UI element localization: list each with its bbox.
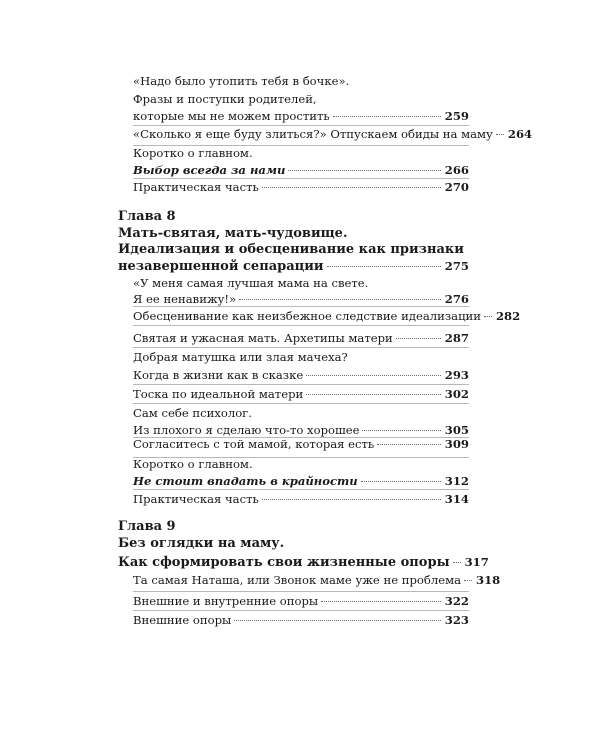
- dot-leader: [333, 116, 441, 117]
- page-number: 259: [444, 109, 469, 123]
- dot-leader: [464, 580, 472, 581]
- toc-entry[interactable]: Внешние опоры 323: [133, 610, 469, 630]
- dot-leader: [239, 299, 441, 300]
- dot-leader: [396, 338, 441, 339]
- dot-leader: [234, 620, 441, 621]
- toc-entry-line: Коротко о главном.: [133, 457, 253, 471]
- page-number: 276: [444, 292, 469, 306]
- toc-entry[interactable]: Практическая часть 314: [133, 489, 469, 509]
- page-number: 318: [476, 573, 501, 587]
- dot-leader: [453, 562, 461, 563]
- toc-entry[interactable]: Та самая Наташа, или Звонок маме уже не проблема 318: [133, 570, 469, 590]
- page-number: 270: [444, 180, 469, 194]
- page-number: 266: [444, 163, 469, 177]
- page-number: 302: [444, 387, 469, 401]
- chapter-label: Глава 9: [118, 519, 176, 534]
- toc-entry[interactable]: Тоска по идеальной матери 302: [133, 384, 469, 404]
- chapter-title-line: Мать-святая, мать-чудовище.: [118, 226, 348, 241]
- toc-entry[interactable]: Практическая часть 270: [133, 177, 469, 197]
- page-number: 293: [444, 368, 469, 382]
- toc-entry-line: Сам себе психолог.: [133, 406, 252, 420]
- toc-entry[interactable]: которые мы не можем простить 259: [133, 106, 469, 126]
- dot-leader: [362, 430, 440, 431]
- dot-leader: [361, 481, 441, 482]
- toc-entry-line: «Надо было утопить тебя в бочке».: [133, 74, 350, 88]
- toc-entry[interactable]: Я ее ненавижу!» 276: [133, 289, 469, 309]
- page-number: 312: [444, 474, 469, 488]
- toc-entry[interactable]: Святая и ужасная мать. Архетипы матери 287: [133, 328, 469, 348]
- divider: [133, 325, 469, 326]
- chapter-label: Глава 8: [118, 209, 176, 224]
- page-number: 264: [507, 127, 533, 141]
- toc-entry[interactable]: Внешние и внутренние опоры 322: [133, 591, 469, 611]
- toc-entry-line: Фразы и поступки родителей,: [133, 92, 317, 106]
- page-number: 323: [444, 613, 469, 627]
- page-number: 317: [464, 555, 489, 569]
- chapter-title-line: Без оглядки на маму.: [118, 536, 285, 551]
- dot-leader: [306, 394, 441, 395]
- dot-leader: [377, 444, 441, 445]
- dot-leader: [496, 134, 504, 135]
- chapter-title-line: Идеализация и обесценивание как признаки: [118, 242, 464, 257]
- dot-leader: [306, 375, 441, 376]
- toc-entry[interactable]: Из плохого я сделаю что-то хорошее 305: [133, 420, 469, 440]
- dot-leader: [288, 170, 440, 171]
- toc-entry[interactable]: «Сколько я еще буду злиться?» Отпускаем обиды на маму 264: [133, 124, 469, 144]
- page-number: 305: [444, 423, 469, 437]
- toc-entry[interactable]: Не стоит впадать в крайности 312: [133, 471, 469, 491]
- dot-leader: [327, 266, 441, 267]
- page-number: 322: [444, 594, 469, 608]
- page-number: 275: [444, 259, 469, 273]
- page-number: 282: [495, 309, 521, 323]
- dot-leader: [262, 187, 441, 188]
- page-number: 309: [444, 437, 469, 451]
- chapter-title[interactable]: Как сформировать свои жизненные опоры 317: [118, 552, 469, 572]
- page-number: 287: [444, 331, 469, 345]
- page-number: 314: [444, 492, 469, 506]
- toc-entry-line: «У меня самая лучшая мама на свете.: [133, 276, 369, 290]
- dot-leader: [484, 316, 492, 317]
- toc-entry[interactable]: Обесценивание как неизбежное следствие идеализации 282: [133, 306, 469, 326]
- toc-entry-line: Добрая матушка или злая мачеха?: [133, 350, 348, 364]
- chapter-title[interactable]: незавершенной сепарации 275: [118, 256, 469, 276]
- dot-leader: [262, 499, 441, 500]
- toc-entry-line: Коротко о главном.: [133, 146, 253, 160]
- toc-entry[interactable]: Выбор всегда за нами 266: [133, 160, 469, 180]
- toc-entry[interactable]: Когда в жизни как в сказке 293: [133, 365, 469, 385]
- toc-entry[interactable]: Согласитесь с той мамой, которая есть 309: [133, 434, 469, 454]
- dot-leader: [321, 601, 441, 602]
